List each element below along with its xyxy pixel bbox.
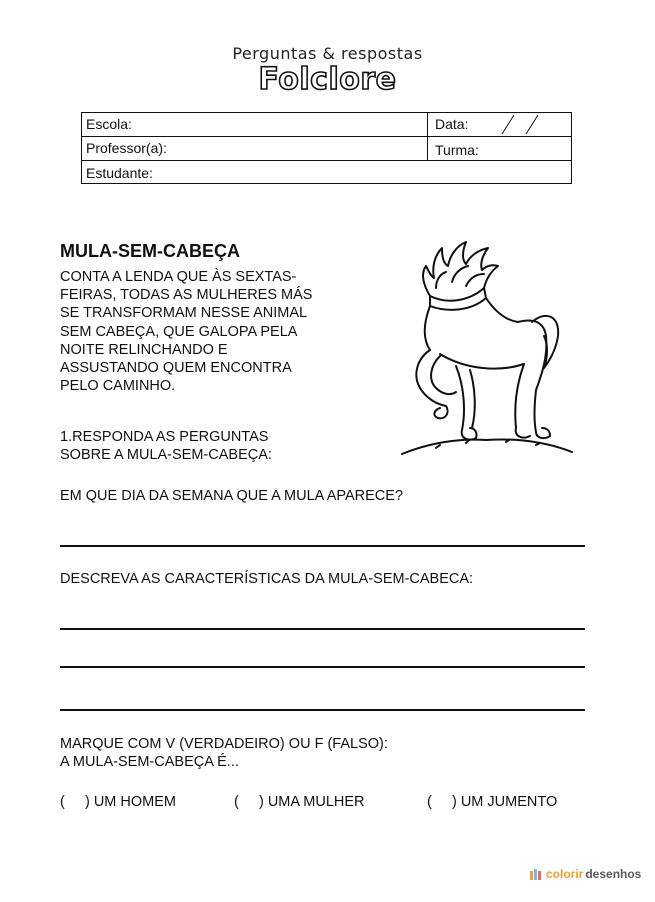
legend-line: NOITE RELINCHANDO E [60, 341, 228, 358]
question-2: DESCREVA AS CARACTERÍSTICAS DA MULA-SEM-CABECA: [60, 571, 474, 587]
answer-line[interactable] [60, 628, 585, 630]
legend-line: SEM CABEÇA, QUE GALOPA PELA [60, 323, 298, 340]
answer-line[interactable] [60, 545, 585, 547]
brand-watermark [528, 866, 641, 882]
option-jumento[interactable]: ( ) UM JUMENTO [427, 794, 558, 810]
data-label: Data: [435, 116, 469, 132]
legend-line: ASSUSTANDO QUEM ENCONTRA [60, 360, 292, 377]
brand-part-2: desenhos [585, 867, 642, 881]
legend-line: PELO CAMINHO. [60, 378, 176, 395]
identification-table [81, 112, 572, 184]
column-divider [427, 113, 428, 160]
brand-logo-icon [528, 866, 544, 882]
professor-label: Professor(a): [86, 140, 167, 156]
instruction-line: SOBRE A MULA-SEM-CABEÇA: [60, 447, 272, 463]
escola-label: Escola: [86, 116, 132, 132]
estudante-label: Estudante: [86, 165, 153, 181]
legend-paragraph [60, 268, 360, 395]
page-title: Folclore [258, 62, 397, 97]
instruction-line: 1.RESPONDA AS PERGUNTAS [60, 429, 269, 445]
answer-line[interactable] [60, 709, 585, 711]
date-slashes [492, 113, 552, 136]
headless-mule-illustration [396, 226, 578, 462]
row-divider [82, 136, 571, 137]
subtitle: Perguntas & respostas [232, 44, 423, 63]
legend-line: FEIRAS, TODAS AS MULHERES MÁS [60, 287, 313, 304]
option-mulher[interactable]: ( ) UMA MULHER [234, 794, 365, 810]
row-divider [82, 160, 571, 161]
turma-label: Turma: [435, 142, 479, 158]
brand-part-1: colorir [546, 867, 584, 881]
option-homem[interactable]: ( ) UM HOMEM [60, 794, 176, 810]
question-3: MARQUE COM V (VERDADEIRO) OU F (FALSO): [60, 736, 388, 752]
question-1: EM QUE DIA DA SEMANA QUE A MULA APARECE? [60, 488, 404, 504]
answer-line[interactable] [60, 666, 585, 668]
section-heading: MULA-SEM-CABEÇA [60, 241, 240, 261]
legend-line: CONTA A LENDA QUE ÀS SEXTAS- [60, 269, 297, 285]
legend-line: SE TRANSFORMAM NESSE ANIMAL [60, 305, 308, 322]
question-3-subtitle: A MULA-SEM-CABEÇA É... [60, 754, 239, 770]
